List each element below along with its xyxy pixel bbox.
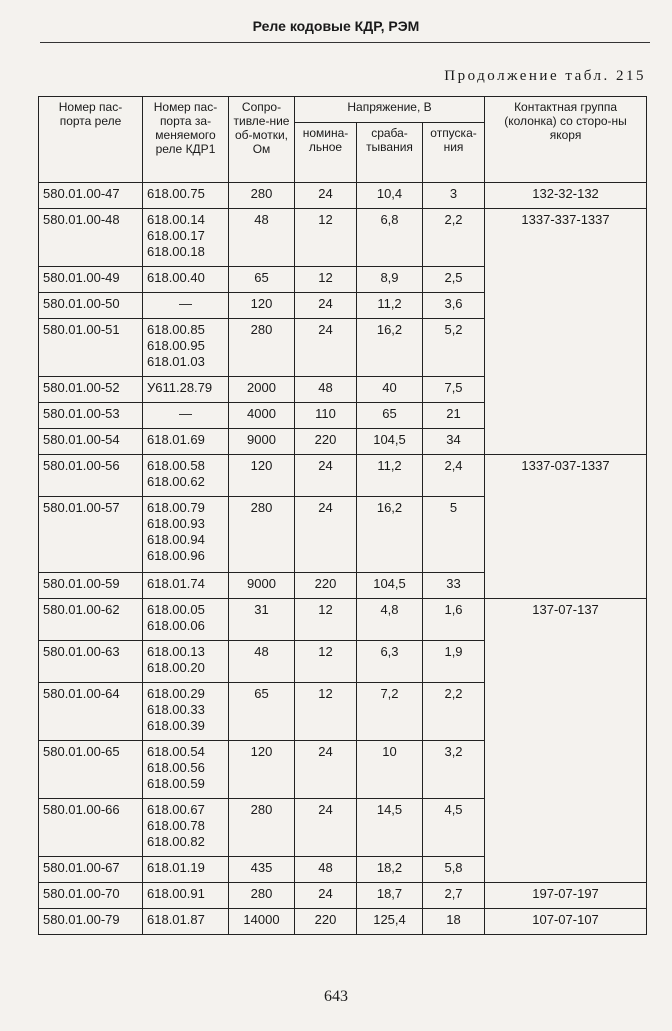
cell-release: 1,6 (423, 599, 485, 641)
cell-replaced: 618.00.79 618.00.93 618.00.94 618.00.96 (143, 497, 229, 573)
cell-passport: 580.01.00-63 (39, 641, 143, 683)
page-number: 643 (324, 988, 348, 1005)
table-row (39, 599, 647, 641)
cell-release: 2,5 (423, 267, 485, 293)
cell-trip: 6,8 (357, 209, 423, 267)
cell-trip: 125,4 (357, 909, 423, 935)
cell-nominal: 12 (295, 209, 357, 267)
cell-contact-group: 107-07-107 (485, 909, 647, 935)
cell-nominal: 24 (295, 497, 357, 573)
cell-nominal: 12 (295, 267, 357, 293)
cell-trip: 65 (357, 403, 423, 429)
cell-contact-group: 132-32-132 (485, 183, 647, 209)
cell-passport: 580.01.00-66 (39, 799, 143, 857)
cell-nominal: 12 (295, 641, 357, 683)
cell-nominal: 12 (295, 599, 357, 641)
cell-nominal: 24 (295, 799, 357, 857)
header-passport: Номер пас-порта реле (39, 97, 143, 183)
cell-release: 7,5 (423, 377, 485, 403)
cell-release: 2,2 (423, 209, 485, 267)
cell-trip: 7,2 (357, 683, 423, 741)
cell-replaced: 618.00.91 (143, 883, 229, 909)
cell-replaced: 618.00.14 618.00.17 618.00.18 (143, 209, 229, 267)
cell-replaced: 618.00.05 618.00.06 (143, 599, 229, 641)
cell-trip: 10 (357, 741, 423, 799)
cell-trip: 40 (357, 377, 423, 403)
table-caption: Продолжение табл. 215 (444, 68, 646, 84)
cell-release: 34 (423, 429, 485, 455)
cell-contact-group: 137-07-137 (485, 599, 647, 883)
cell-release: 2,2 (423, 683, 485, 741)
header-release: отпуска-ния (423, 123, 485, 183)
table-row (39, 455, 647, 497)
cell-passport: 580.01.00-59 (39, 573, 143, 599)
cell-resistance: 280 (229, 799, 295, 857)
cell-passport: 580.01.00-79 (39, 909, 143, 935)
cell-passport: 580.01.00-57 (39, 497, 143, 573)
cell-replaced: 618.00.13 618.00.20 (143, 641, 229, 683)
cell-nominal: 220 (295, 573, 357, 599)
cell-nominal: 24 (295, 319, 357, 377)
header-contact: Контактная группа (колонка) со сторо-ны якоря (485, 97, 647, 183)
header-nominal: номина-льное (295, 123, 357, 183)
cell-release: 33 (423, 573, 485, 599)
relay-table (38, 96, 647, 935)
cell-passport: 580.01.00-56 (39, 455, 143, 497)
cell-resistance: 280 (229, 497, 295, 573)
cell-resistance: 48 (229, 641, 295, 683)
cell-trip: 11,2 (357, 455, 423, 497)
cell-resistance: 120 (229, 293, 295, 319)
cell-release: 2,4 (423, 455, 485, 497)
cell-nominal: 24 (295, 293, 357, 319)
cell-replaced: 618.00.29 618.00.33 618.00.39 (143, 683, 229, 741)
cell-release: 18 (423, 909, 485, 935)
cell-passport: 580.01.00-53 (39, 403, 143, 429)
cell-resistance: 280 (229, 883, 295, 909)
header-replaced: Номер пас-порта за-меняемого реле КДР1 (143, 97, 229, 183)
cell-resistance: 280 (229, 319, 295, 377)
cell-replaced: 618.00.58 618.00.62 (143, 455, 229, 497)
cell-nominal: 24 (295, 183, 357, 209)
cell-nominal: 48 (295, 857, 357, 883)
cell-trip: 104,5 (357, 429, 423, 455)
cell-release: 5 (423, 497, 485, 573)
cell-replaced: 618.01.74 (143, 573, 229, 599)
cell-replaced: — (143, 403, 229, 429)
cell-replaced: 618.00.85 618.00.95 618.01.03 (143, 319, 229, 377)
cell-passport: 580.01.00-70 (39, 883, 143, 909)
cell-release: 3 (423, 183, 485, 209)
header-trip: сраба-тывания (357, 123, 423, 183)
header-rule (40, 42, 650, 43)
cell-nominal: 110 (295, 403, 357, 429)
table-row (39, 883, 647, 909)
cell-release: 21 (423, 403, 485, 429)
cell-passport: 580.01.00-52 (39, 377, 143, 403)
cell-resistance: 65 (229, 683, 295, 741)
cell-resistance: 14000 (229, 909, 295, 935)
cell-resistance: 65 (229, 267, 295, 293)
cell-nominal: 24 (295, 883, 357, 909)
cell-passport: 580.01.00-54 (39, 429, 143, 455)
table-row (39, 909, 647, 935)
cell-trip: 8,9 (357, 267, 423, 293)
cell-resistance: 9000 (229, 429, 295, 455)
cell-replaced: 618.01.69 (143, 429, 229, 455)
cell-trip: 6,3 (357, 641, 423, 683)
cell-nominal: 24 (295, 741, 357, 799)
cell-passport: 580.01.00-64 (39, 683, 143, 741)
cell-contact-group: 1337-037-1337 (485, 455, 647, 599)
cell-replaced: 618.00.67 618.00.78 618.00.82 (143, 799, 229, 857)
cell-trip: 11,2 (357, 293, 423, 319)
cell-replaced: 618.00.54 618.00.56 618.00.59 (143, 741, 229, 799)
cell-resistance: 2000 (229, 377, 295, 403)
cell-release: 1,9 (423, 641, 485, 683)
cell-resistance: 120 (229, 741, 295, 799)
cell-nominal: 220 (295, 429, 357, 455)
table-row (39, 183, 647, 209)
cell-trip: 18,7 (357, 883, 423, 909)
cell-release: 3,2 (423, 741, 485, 799)
cell-resistance: 280 (229, 183, 295, 209)
page-header: Реле кодовые КДР, РЭМ (252, 18, 420, 34)
cell-nominal: 220 (295, 909, 357, 935)
cell-release: 2,7 (423, 883, 485, 909)
cell-resistance: 435 (229, 857, 295, 883)
cell-resistance: 120 (229, 455, 295, 497)
cell-passport: 580.01.00-62 (39, 599, 143, 641)
cell-nominal: 48 (295, 377, 357, 403)
cell-contact-group: 1337-337-1337 (485, 209, 647, 455)
cell-passport: 580.01.00-48 (39, 209, 143, 267)
cell-contact-group: 197-07-197 (485, 883, 647, 909)
cell-passport: 580.01.00-51 (39, 319, 143, 377)
cell-replaced: У611.28.79 (143, 377, 229, 403)
cell-resistance: 31 (229, 599, 295, 641)
cell-nominal: 24 (295, 455, 357, 497)
cell-replaced: — (143, 293, 229, 319)
cell-passport: 580.01.00-49 (39, 267, 143, 293)
cell-release: 4,5 (423, 799, 485, 857)
table-row (39, 209, 647, 267)
cell-resistance: 4000 (229, 403, 295, 429)
cell-replaced: 618.00.40 (143, 267, 229, 293)
cell-release: 3,6 (423, 293, 485, 319)
cell-passport: 580.01.00-67 (39, 857, 143, 883)
cell-trip: 10,4 (357, 183, 423, 209)
header-resistance: Сопро-тивле-ние об-мотки, Ом (229, 97, 295, 183)
cell-resistance: 9000 (229, 573, 295, 599)
cell-passport: 580.01.00-65 (39, 741, 143, 799)
cell-release: 5,2 (423, 319, 485, 377)
cell-release: 5,8 (423, 857, 485, 883)
cell-replaced: 618.01.87 (143, 909, 229, 935)
cell-passport: 580.01.00-47 (39, 183, 143, 209)
cell-passport: 580.01.00-50 (39, 293, 143, 319)
cell-trip: 4,8 (357, 599, 423, 641)
header-voltage: Напряжение, В (295, 97, 485, 123)
cell-trip: 18,2 (357, 857, 423, 883)
cell-resistance: 48 (229, 209, 295, 267)
cell-replaced: 618.01.19 (143, 857, 229, 883)
cell-nominal: 12 (295, 683, 357, 741)
cell-trip: 16,2 (357, 319, 423, 377)
cell-replaced: 618.00.75 (143, 183, 229, 209)
cell-trip: 14,5 (357, 799, 423, 857)
cell-trip: 16,2 (357, 497, 423, 573)
cell-trip: 104,5 (357, 573, 423, 599)
